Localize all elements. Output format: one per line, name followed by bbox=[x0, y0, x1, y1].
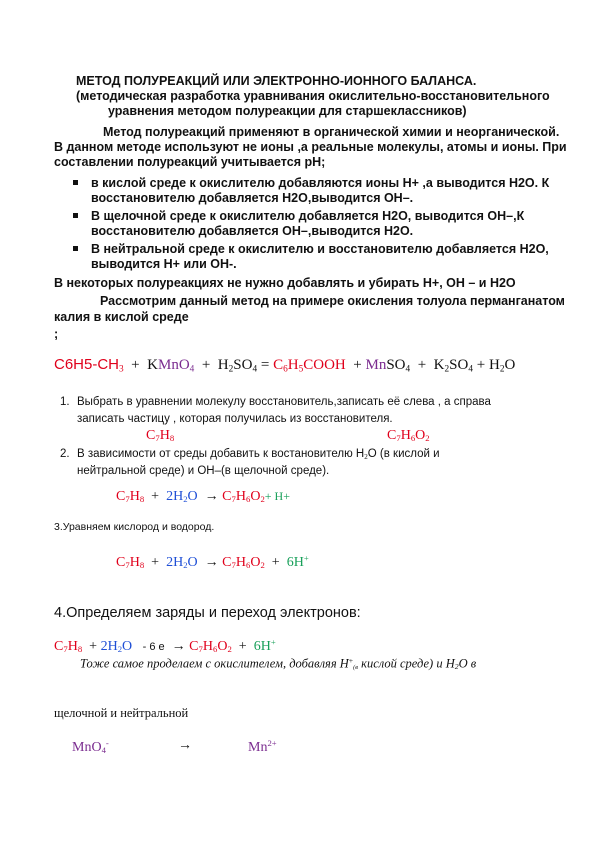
bullet-square-icon bbox=[73, 246, 78, 251]
step-1-line-2: записать частицу , которая получилась из восстановителя. bbox=[77, 413, 393, 425]
step-1-number: 1. bbox=[60, 396, 70, 408]
step-2-number: 2. bbox=[60, 448, 70, 460]
bullet-2-line-2: восстановителю добавляется ОН–,выводится Н2О. bbox=[91, 224, 414, 238]
step-1-product: $C_7H_6O_2$ bbox=[387, 428, 430, 444]
intro-line-2: В данном методе используют не ионы ,а реальные молекулы, атомы и ионы. При bbox=[54, 140, 567, 154]
example-line-3: ; bbox=[54, 327, 59, 341]
oxidizer-right: $Mn^{2+}$ bbox=[248, 738, 277, 755]
step-1-line-1: Выбрать в уравнении молекулу восстановитель,записать её слева , а справа bbox=[77, 396, 491, 408]
intro-line-3: составлении полуреакций учитывается pH; bbox=[54, 155, 326, 169]
main-equation: $C6H5-CH_3$ + KMnO$_4$ + $H_2SO_4$ = $C_6H_5COOH$ + MnSO$_4$ + $K_2SO_4 + H_2O$ bbox=[54, 356, 516, 375]
example-line-2: калия в кислой среде bbox=[54, 310, 189, 324]
bullet-3-line-2: выводится Н+ или ОН-. bbox=[91, 257, 237, 271]
step-3-equation: $C_7H_8 + 2H_2O \to C_7H_6O_2 + 6H^+$ bbox=[116, 553, 309, 570]
step-4-heading: 4.Определяем заряды и переход электронов: bbox=[54, 605, 361, 621]
step-1-reductant: $C_7H_8$ bbox=[146, 428, 175, 444]
step-4-equation: $C_7H_8 + 2H_2O$ - 6 $е \to C_7H_6O_2 + 6H^+$ bbox=[54, 637, 276, 654]
step-2-line-1: В зависимости от среды добавить к востановителю $Н_2О$ (в кислой и bbox=[77, 448, 440, 461]
step-3-text: 3.Уравняем кислород и водород. bbox=[54, 521, 215, 533]
bullet-2-line-1: В щелочной среде к окислителю добавляется Н2О, выводится ОН–,К bbox=[91, 209, 525, 223]
oxidizer-left: MnO$_4$- bbox=[72, 738, 109, 755]
bullet-1-line-2: восстановителю добавляется Н2О,выводится ОН–. bbox=[91, 191, 414, 205]
oxidizer-arrow: → bbox=[178, 738, 192, 753]
step-2-equation: $C_7H_8 + 2H_2O \to C_7H_6O_2+ H+$ bbox=[116, 489, 290, 505]
bullet-3-line-1: В нейтральной среде к окислителю и восстановителю добавляется Н2О, bbox=[91, 242, 549, 256]
page-subtitle-line-1: (методическая разработка уравнивания окислительно-восстановительного bbox=[76, 89, 550, 103]
page-subtitle-line-2: уравнения методом полуреакции для старшеклассников) bbox=[108, 104, 467, 118]
same-with-oxidizer-line-1: Тоже самое проделаем с окислителем, добавляя $Н^+_{(в}$ кислой среде) и $Н_2О$ в bbox=[80, 656, 477, 672]
same-with-oxidizer-line-2: щелочной и нейтральной bbox=[54, 706, 189, 720]
note-text: В некоторых полуреакциях не нужно добавлять и убирать Н+, ОН – и Н2О bbox=[54, 276, 516, 290]
bullet-square-icon bbox=[73, 213, 78, 218]
example-line-1: Рассмотрим данный метод на примере окисления толуола перманганатом bbox=[100, 294, 565, 308]
intro-line-1: Метод полуреакций применяют в органической химии и неорганической. bbox=[103, 125, 560, 139]
step-2-line-2: нейтральной среде) и ОН–(в щелочной среде). bbox=[77, 465, 330, 477]
bullet-1-line-1: в кислой среде к окислителю добавляются ионы Н+ ,а выводится Н2О. К bbox=[91, 176, 550, 190]
bullet-square-icon bbox=[73, 180, 78, 185]
page-title: МЕТОД ПОЛУРЕАКЦИЙ ИЛИ ЭЛЕКТРОННО-ИОННОГО БАЛАНСА. bbox=[76, 74, 477, 88]
